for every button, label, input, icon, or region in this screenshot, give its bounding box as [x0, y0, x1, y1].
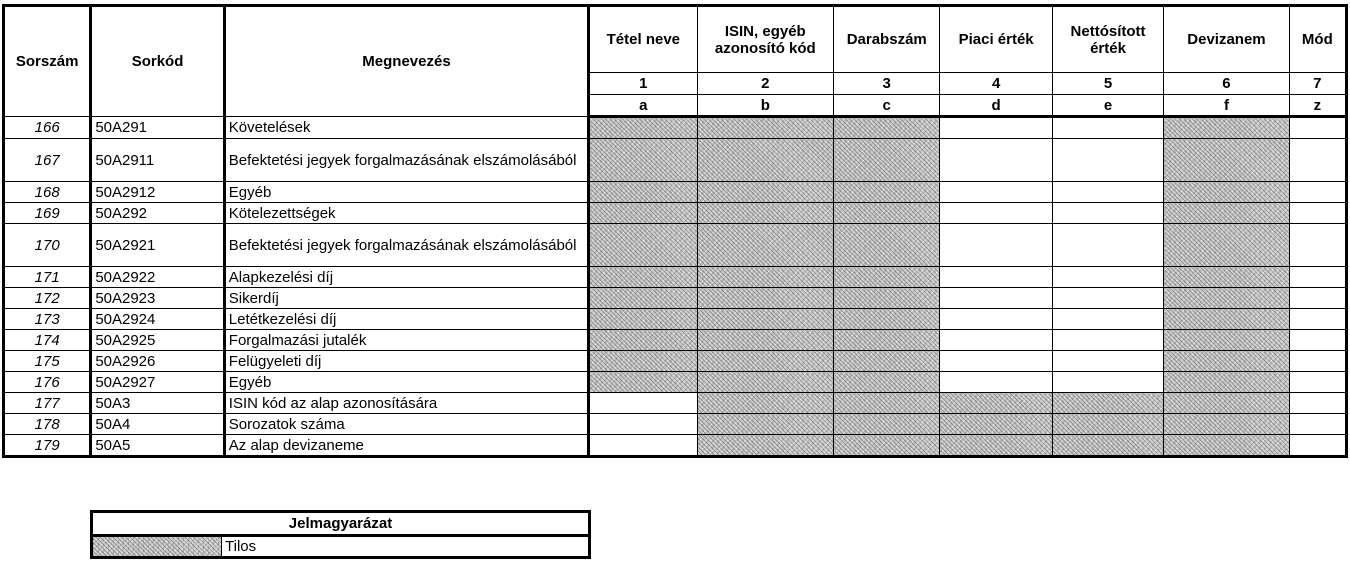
- row-name: Az alap devizaneme: [224, 435, 588, 457]
- cell-forbidden: [1164, 224, 1289, 267]
- cell-forbidden: [834, 435, 940, 457]
- cell-forbidden: [697, 203, 834, 224]
- cell-forbidden: [589, 309, 697, 330]
- cell-input[interactable]: [589, 435, 697, 457]
- cell-input[interactable]: [1289, 393, 1346, 414]
- row-name: Befektetési jegyek forgalmazásának elszámolásából: [224, 224, 588, 267]
- cell-input[interactable]: [1052, 182, 1163, 203]
- cell-forbidden: [834, 309, 940, 330]
- row-number: 175: [4, 351, 91, 372]
- cell-input[interactable]: [940, 288, 1052, 309]
- cell-input[interactable]: [589, 393, 697, 414]
- cell-forbidden: [1164, 288, 1289, 309]
- row-name: Sikerdíj: [224, 288, 588, 309]
- cell-forbidden: [1164, 351, 1289, 372]
- table-row: [4, 414, 1347, 435]
- row-code: 50A5: [91, 435, 224, 457]
- cell-input[interactable]: [1289, 372, 1346, 393]
- header-num-4: 4: [940, 73, 1052, 95]
- cell-forbidden: [697, 372, 834, 393]
- legend-row: [93, 537, 588, 556]
- cell-forbidden: [697, 182, 834, 203]
- header-num-2: 2: [697, 73, 834, 95]
- cell-forbidden: [1164, 372, 1289, 393]
- cell-forbidden: [589, 351, 697, 372]
- cell-forbidden: [940, 393, 1052, 414]
- row-name: Kötelezettségek: [224, 203, 588, 224]
- cell-forbidden: [1164, 330, 1289, 351]
- row-code: 50A2926: [91, 351, 224, 372]
- cell-input[interactable]: [1289, 203, 1346, 224]
- header-mod: Mód: [1289, 6, 1346, 73]
- cell-forbidden: [697, 309, 834, 330]
- header-letter-b: b: [697, 95, 834, 117]
- cell-input[interactable]: [1289, 351, 1346, 372]
- cell-forbidden: [834, 351, 940, 372]
- cell-input[interactable]: [940, 351, 1052, 372]
- cell-input[interactable]: [1052, 372, 1163, 393]
- cell-input[interactable]: [1289, 117, 1346, 139]
- cell-input[interactable]: [1052, 351, 1163, 372]
- table-row: [4, 351, 1347, 372]
- cell-input[interactable]: [1289, 288, 1346, 309]
- cell-forbidden: [1164, 139, 1289, 182]
- row-code: 50A292: [91, 203, 224, 224]
- cell-forbidden: [697, 330, 834, 351]
- row-code: 50A3: [91, 393, 224, 414]
- row-number: 171: [4, 267, 91, 288]
- cell-input[interactable]: [940, 309, 1052, 330]
- table-row: [4, 267, 1347, 288]
- row-number: 179: [4, 435, 91, 457]
- cell-forbidden: [834, 203, 940, 224]
- table-row: [4, 139, 1347, 182]
- cell-forbidden: [834, 330, 940, 351]
- cell-forbidden: [589, 182, 697, 203]
- header-nettositott-ertek: Nettósított érték: [1052, 6, 1163, 73]
- header-letter-c: c: [834, 95, 940, 117]
- legend-label: Tilos: [225, 538, 257, 555]
- cell-forbidden: [1164, 414, 1289, 435]
- header-num-7: 7: [1289, 73, 1346, 95]
- cell-forbidden: [1164, 117, 1289, 139]
- row-code: 50A2924: [91, 309, 224, 330]
- cell-input[interactable]: [1052, 203, 1163, 224]
- header-letter-d: d: [940, 95, 1052, 117]
- table-row: [4, 203, 1347, 224]
- row-number: 169: [4, 203, 91, 224]
- row-code: 50A291: [91, 117, 224, 139]
- cell-forbidden: [589, 372, 697, 393]
- cell-forbidden: [1052, 414, 1163, 435]
- cell-input[interactable]: [1052, 267, 1163, 288]
- cell-forbidden: [1164, 267, 1289, 288]
- legend: [90, 510, 591, 559]
- cell-forbidden: [1052, 435, 1163, 457]
- row-code: 50A2927: [91, 372, 224, 393]
- table-row: [4, 330, 1347, 351]
- row-number: 174: [4, 330, 91, 351]
- header-num-6: 6: [1164, 73, 1289, 95]
- cell-input[interactable]: [1052, 139, 1163, 182]
- cell-input[interactable]: [1052, 224, 1163, 267]
- row-name: Egyéb: [224, 372, 588, 393]
- row-name: Követelések: [224, 117, 588, 139]
- cell-forbidden: [940, 435, 1052, 457]
- cell-input[interactable]: [1289, 414, 1346, 435]
- cell-forbidden: [1164, 435, 1289, 457]
- cell-forbidden: [697, 288, 834, 309]
- header-sorkod: Sorkód: [91, 6, 224, 117]
- row-name: Forgalmazási jutalék: [224, 330, 588, 351]
- row-name: Egyéb: [224, 182, 588, 203]
- cell-input[interactable]: [1289, 182, 1346, 203]
- header-isin: ISIN, egyéb azonosító kód: [697, 6, 834, 73]
- cell-input[interactable]: [1289, 435, 1346, 457]
- cell-forbidden: [1164, 309, 1289, 330]
- header-letter-z: z: [1289, 95, 1346, 117]
- cell-input[interactable]: [940, 203, 1052, 224]
- row-code: 50A4: [91, 414, 224, 435]
- cell-input[interactable]: [1289, 309, 1346, 330]
- table-row: [4, 288, 1347, 309]
- cell-forbidden: [834, 224, 940, 267]
- cell-forbidden: [834, 117, 940, 139]
- header-num-3: 3: [834, 73, 940, 95]
- header-num-5: 5: [1052, 73, 1163, 95]
- cell-input[interactable]: [940, 224, 1052, 267]
- cell-forbidden: [1164, 393, 1289, 414]
- header-letter-a: a: [589, 95, 697, 117]
- cell-forbidden: [940, 414, 1052, 435]
- header-tetel-neve: Tétel neve: [589, 6, 697, 73]
- row-number: 166: [4, 117, 91, 139]
- row-name: Alapkezelési díj: [224, 267, 588, 288]
- cell-forbidden: [589, 330, 697, 351]
- cell-forbidden: [589, 267, 697, 288]
- cell-input[interactable]: [940, 372, 1052, 393]
- cell-forbidden: [834, 414, 940, 435]
- row-code: 50A2923: [91, 288, 224, 309]
- table-row: [4, 117, 1347, 139]
- table-row: [4, 393, 1347, 414]
- table-row: [4, 372, 1347, 393]
- cell-forbidden: [697, 393, 834, 414]
- header-megnevezes: Megnevezés: [224, 6, 588, 117]
- cell-input[interactable]: [1289, 330, 1346, 351]
- legend-title: Jelmagyarázat: [93, 513, 588, 537]
- cell-input[interactable]: [1289, 224, 1346, 267]
- cell-forbidden: [1164, 182, 1289, 203]
- legend-swatch-forbidden: [93, 537, 222, 556]
- cell-forbidden: [834, 393, 940, 414]
- cell-input[interactable]: [940, 330, 1052, 351]
- row-number: 168: [4, 182, 91, 203]
- row-number: 172: [4, 288, 91, 309]
- row-number: 173: [4, 309, 91, 330]
- row-name: Befektetési jegyek forgalmazásának elszámolásából: [224, 139, 588, 182]
- cell-forbidden: [834, 182, 940, 203]
- header-letter-f: f: [1164, 95, 1289, 117]
- row-code: 50A2925: [91, 330, 224, 351]
- header-piaci-ertek: Piaci érték: [940, 6, 1052, 73]
- row-name: Sorozatok száma: [224, 414, 588, 435]
- cell-input[interactable]: [940, 182, 1052, 203]
- cell-forbidden: [589, 203, 697, 224]
- table-row: [4, 182, 1347, 203]
- cell-input[interactable]: [1052, 330, 1163, 351]
- cell-forbidden: [834, 267, 940, 288]
- row-number: 177: [4, 393, 91, 414]
- cell-forbidden: [1052, 393, 1163, 414]
- cell-forbidden: [697, 414, 834, 435]
- cell-input[interactable]: [1289, 139, 1346, 182]
- row-number: 170: [4, 224, 91, 267]
- table-row: [4, 224, 1347, 267]
- row-code: 50A2911: [91, 139, 224, 182]
- table-row: [4, 435, 1347, 457]
- cell-forbidden: [697, 351, 834, 372]
- cell-forbidden: [589, 224, 697, 267]
- header-darabszam: Darabszám: [834, 6, 940, 73]
- cell-forbidden: [697, 117, 834, 139]
- cell-input[interactable]: [940, 117, 1052, 139]
- cell-forbidden: [697, 139, 834, 182]
- cell-forbidden: [697, 224, 834, 267]
- cell-forbidden: [697, 267, 834, 288]
- cell-forbidden: [834, 372, 940, 393]
- cell-input[interactable]: [1052, 309, 1163, 330]
- data-table: [2, 4, 1348, 458]
- cell-input[interactable]: [1289, 267, 1346, 288]
- row-number: 178: [4, 414, 91, 435]
- row-number: 176: [4, 372, 91, 393]
- cell-input[interactable]: [1052, 117, 1163, 139]
- cell-input[interactable]: [1052, 288, 1163, 309]
- cell-forbidden: [1164, 203, 1289, 224]
- row-code: 50A2921: [91, 224, 224, 267]
- row-name: Felügyeleti díj: [224, 351, 588, 372]
- row-code: 50A2912: [91, 182, 224, 203]
- row-name: Letétkezelési díj: [224, 309, 588, 330]
- row-code: 50A2922: [91, 267, 224, 288]
- header-devizanem: Devizanem: [1164, 6, 1289, 73]
- cell-forbidden: [697, 435, 834, 457]
- cell-forbidden: [589, 139, 697, 182]
- row-name: ISIN kód az alap azonosítására: [224, 393, 588, 414]
- cell-input[interactable]: [940, 139, 1052, 182]
- cell-forbidden: [834, 139, 940, 182]
- header-sorszam: Sorszám: [4, 6, 91, 117]
- cell-input[interactable]: [940, 267, 1052, 288]
- header-num-1: 1: [589, 73, 697, 95]
- cell-input[interactable]: [589, 414, 697, 435]
- table-row: [4, 309, 1347, 330]
- row-number: 167: [4, 139, 91, 182]
- cell-forbidden: [589, 288, 697, 309]
- header-letter-e: e: [1052, 95, 1163, 117]
- cell-forbidden: [589, 117, 697, 139]
- cell-forbidden: [834, 288, 940, 309]
